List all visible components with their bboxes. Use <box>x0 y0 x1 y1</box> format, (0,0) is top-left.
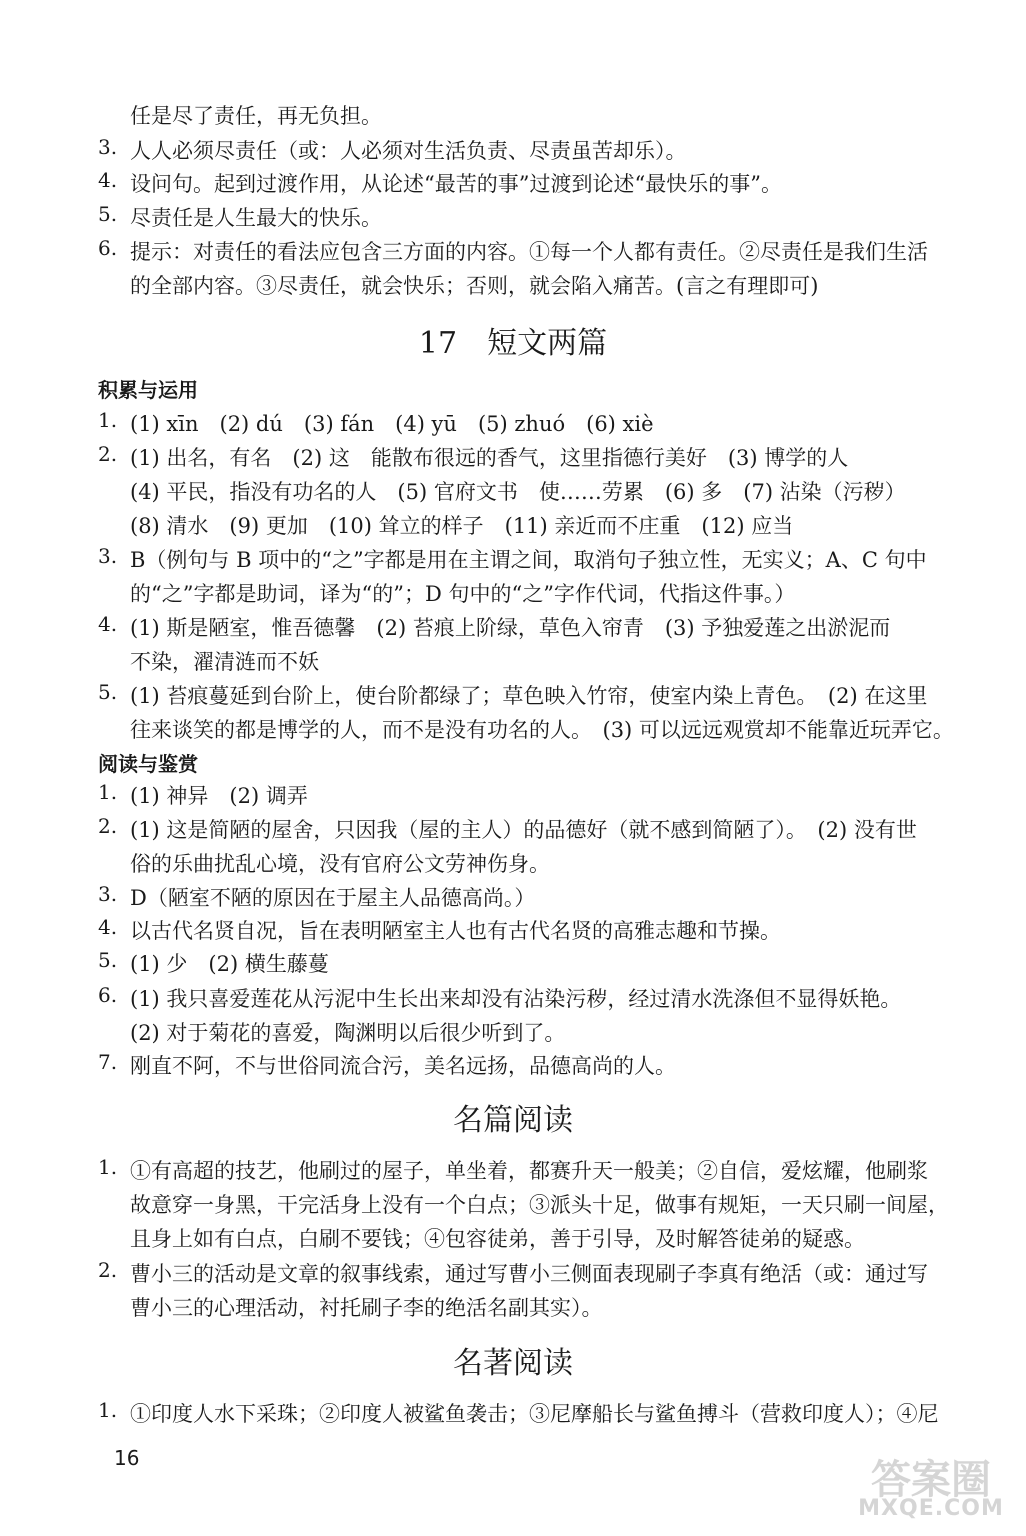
text-line: 以古代名贤自况，旨在表明陋室主人也有古代名贤的高雅志趣和节操。 <box>130 919 781 943</box>
watermark-text: 答案圈 <box>871 1457 991 1503</box>
text-line: (1) xīn (2) dú (3) fán (4) yū (5) zhuó (6) xiè <box>130 412 654 436</box>
item-number: 6. <box>98 983 118 1007</box>
item-number: 5. <box>98 680 118 704</box>
text-line: D（陋室不陋的原因在于屋主人品德高尚。） <box>130 886 536 910</box>
text-line: 尽责任是人生最大的快乐。 <box>130 206 382 230</box>
text-line: 曹小三的活动是文章的叙事线索，通过写曹小三侧面表现刷子李真有绝活（或：通过写 <box>130 1262 928 1286</box>
text-line: 提示：对责任的看法应包含三方面的内容。①每一个人都有责任。②尽责任是我们生活 <box>130 240 928 264</box>
text-line: ①印度人水下采珠；②印度人被鲨鱼袭击；③尼摩船长与鲨鱼搏斗（营救印度人）；④尼 <box>130 1402 939 1426</box>
text-line: 的“之”字都是助词，译为“的”；D 句中的“之”字作代词，代指这件事。） <box>130 582 796 606</box>
item-number: 1. <box>98 408 118 432</box>
item-number: 3. <box>98 135 118 159</box>
item-number: 1. <box>98 1398 118 1422</box>
subsection-heading: 积累与运用 <box>98 378 198 402</box>
item-number: 1. <box>98 1155 118 1179</box>
text-line: 故意穿一身黑，干完活身上没有一个白点；③派头十足，做事有规矩，一天只刷一间屋， <box>130 1193 949 1217</box>
section-title: 名著阅读 <box>453 1346 573 1381</box>
text-line: (1) 斯是陋室，惟吾德馨 (2) 苔痕上阶绿，草色入帘青 (3) 予独爱莲之出淤泥而 <box>130 616 891 640</box>
text-line: 俗的乐曲扰乱心境，没有官府公文劳神伤身。 <box>130 852 550 876</box>
item-number: 3. <box>98 882 118 906</box>
text-line: 不染，濯清涟而不妖 <box>130 650 319 674</box>
text-line: (1) 神异 (2) 调弄 <box>130 784 308 808</box>
text-line: 曹小三的心理活动，衬托刷子李的绝活名副其实）。 <box>130 1296 603 1320</box>
item-number: 4. <box>98 612 118 636</box>
section-title: 17 短文两篇 <box>418 326 608 361</box>
item-number: 5. <box>98 948 118 972</box>
item-number: 6. <box>98 236 118 260</box>
watermark-url: MXQE.COM <box>858 1496 1004 1521</box>
item-number: 5. <box>98 202 118 226</box>
text-line: (1) 这是简陋的屋舍，只因我（屋的主人）的品德好（就不感到简陋了）。 (2) 没有世 <box>130 818 917 842</box>
item-number: 1. <box>98 780 118 804</box>
watermark-logo <box>846 1448 1016 1528</box>
text-line: (1) 我只喜爱莲花从污泥中生长出来却没有沾染污秽，经过清水洗涤但不显得妖艳。 <box>130 987 902 1011</box>
text-line: (4) 平民，指没有功名的人 (5) 官府文书 使……劳累 (6) 多 (7) 沾染（污秽） <box>130 480 906 504</box>
item-number: 2. <box>98 442 118 466</box>
text-line: 且身上如有白点，白刷不要钱；④包容徒弟，善于引导，及时解答徒弟的疑惑。 <box>130 1227 865 1251</box>
text-line: (1) 出名，有名 (2) 这 能散布很远的香气，这里指德行美好 (3) 博学的人 <box>130 446 849 470</box>
text-line: (1) 少 (2) 横生藤蔓 <box>130 952 329 976</box>
text-line: (2) 对于菊花的喜爱，陶渊明以后很少听到了。 <box>130 1021 566 1045</box>
text-line: 往来谈笑的都是博学的人，而不是没有功名的人。 (3) 可以远远观赏却不能靠近玩弄它。 <box>130 718 954 742</box>
text-line: 任是尽了责任，再无负担。 <box>130 104 382 128</box>
text-line: (1) 苔痕蔓延到台阶上，使台阶都绿了；草色映入竹帘，使室内染上青色。 (2) 在这里 <box>130 684 928 708</box>
item-number: 4. <box>98 915 118 939</box>
item-number: 7. <box>98 1050 118 1074</box>
text-line: 的全部内容。③尽责任，就会快乐；否则，就会陷入痛苦。(言之有理即可) <box>130 274 819 298</box>
item-number: 2. <box>98 1258 118 1282</box>
section-title: 名篇阅读 <box>453 1103 573 1138</box>
item-number: 2. <box>98 814 118 838</box>
text-line: 人人必须尽责任（或：人必须对生活负责、尽责虽苦却乐）。 <box>130 139 687 163</box>
text-line: B（例句与 B 项中的“之”字都是用在主谓之间，取消句子独立性，无实义；A、C 句中 <box>130 548 927 572</box>
subsection-heading: 阅读与鉴赏 <box>98 752 198 776</box>
item-number: 4. <box>98 168 118 192</box>
text-line: 刚直不阿，不与世俗同流合污，美名远扬，品德高尚的人。 <box>130 1054 676 1078</box>
page-number: 16 <box>114 1446 140 1470</box>
text-line: 设问句。起到过渡作用，从论述“最苦的事”过渡到论述“最快乐的事”。 <box>130 172 782 196</box>
text-line: (8) 清水 (9) 更加 (10) 耸立的样子 (11) 亲近而不庄重 (12) 应当 <box>130 514 794 538</box>
text-line: ①有高超的技艺，他刷过的屋子，单坐着，都赛升天一般美；②自信，爱炫耀，他刷浆 <box>130 1159 928 1183</box>
item-number: 3. <box>98 544 118 568</box>
